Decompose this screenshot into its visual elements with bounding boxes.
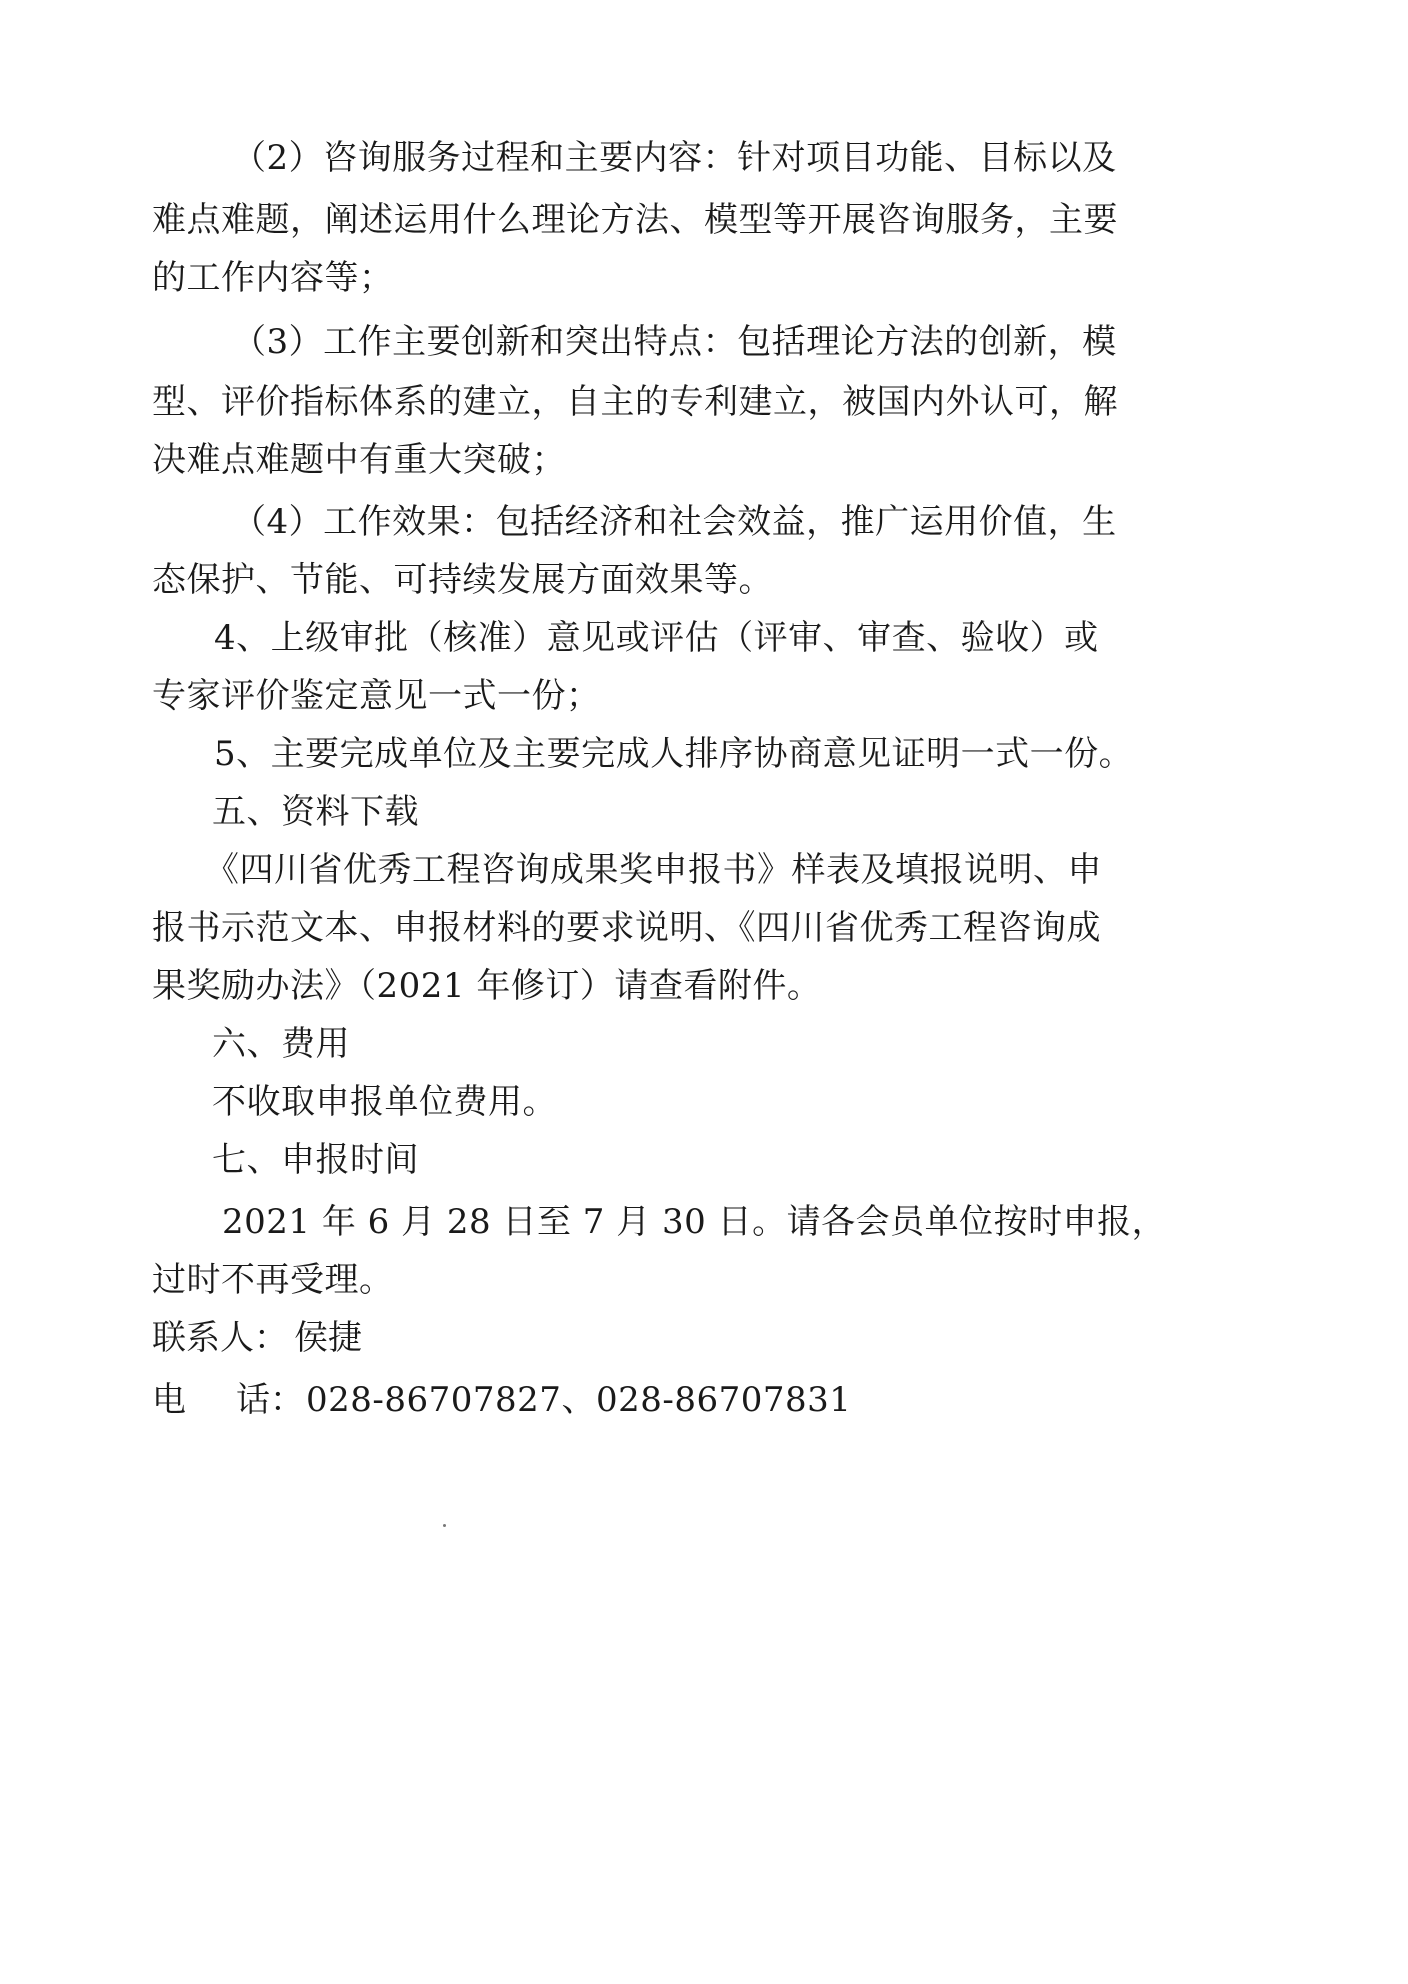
paragraph-line: 2021 年 6 月 28 日至 7 月 30 日。请各会员单位按时申报， [222,1202,1167,1242]
paragraph-line: 决难点难题中有重大突破； [152,440,566,480]
phone-label-char1: 电 [152,1380,186,1420]
contact-name: 侯捷 [294,1318,362,1358]
section-heading: 七、申报时间 [212,1140,419,1180]
paragraph-line: 难点难题，阐述运用什么理论方法、模型等开展咨询服务，主要 [152,200,1118,240]
paragraph-line: 5、主要完成单位及主要完成人排序协商意见证明一式一份。 [214,734,1134,774]
paragraph-line: 专家评价鉴定意见一式一份； [152,676,601,716]
paragraph-line: （4）工作效果：包括经济和社会效益，推广运用价值，生 [232,502,1117,542]
paragraph-line: 《四川省优秀工程咨询成果奖申报书》样表及填报说明、申 [205,850,1102,890]
contact-label: 联系人： [152,1318,288,1358]
paragraph-line: （2）咨询服务过程和主要内容：针对项目功能、目标以及 [232,138,1117,178]
phone-numbers: 028-86707827、028-86707831 [306,1380,852,1420]
paragraph-line: 型、评价指标体系的建立，自主的专利建立，被国内外认可，解 [152,382,1118,422]
paragraph-line: 态保护、节能、可持续发展方面效果等。 [152,560,773,600]
section-heading: 六、费用 [212,1024,350,1064]
paragraph-line: （3）工作主要创新和突出特点：包括理论方法的创新，模 [232,322,1117,362]
paragraph-line: 报书示范文本、申报材料的要求说明、《四川省优秀工程咨询成 [152,908,1101,948]
scan-speck [443,1524,446,1527]
section-heading: 五、资料下载 [212,792,419,832]
paragraph-line: 不收取申报单位费用。 [212,1082,557,1122]
paragraph-line: 4、上级审批（核准）意见或评估（评审、审查、验收）或 [214,618,1099,658]
paragraph-line: 过时不再受理。 [152,1260,394,1300]
phone-label-char2: 话： [236,1380,304,1420]
paragraph-line: 的工作内容等； [152,258,394,298]
paragraph-line: 果奖励办法》（2021 年修订）请查看附件。 [152,966,822,1006]
